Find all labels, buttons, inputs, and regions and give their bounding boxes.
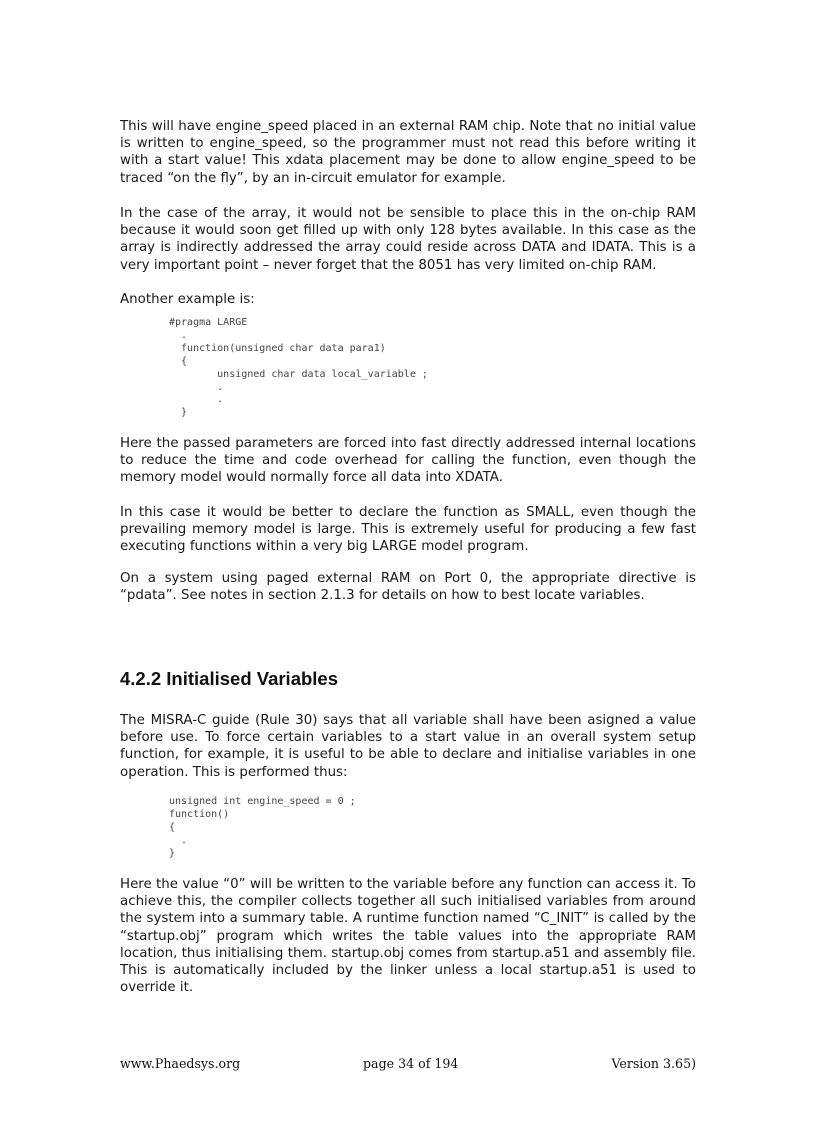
paragraph-passed-parameters: Here the passed parameters are forced into fast directly addressed internal locations to reduce the time and code overhead for calling the function, even though the memory model would normally force all data into XDATA. — [120, 436, 696, 486]
paragraph-xdata-placement: This will have engine_speed placed in an external RAM chip. Note that no initial value is written to engine_speed, so the programmer must not read this before writing it with a start value! This xdata placement may be done to allow engine_speed to be traced “on the fly”, by an in-circuit emulator for example. — [120, 119, 696, 186]
paragraph-array-placement: In the case of the array, it would not be sensible to place this in the on-chip RAM because it would soon get filled up with only 128 bytes available. In this case as the array is indirectly addressed the array could reside across DATA and IDATA. This is a very important point – never forget that the 8051 has very limited on-chip RAM. — [120, 206, 696, 273]
footer-site: www.Phaedsys.org — [120, 1056, 241, 1071]
paragraph-c-init: Here the value “0” will be written to the variable before any function can access it. To achieve this, the compiler collects together all such initialised variables from around the system into a summary table. A runtime function named “C_INIT” is called by the “startup.obj” program which writes the table values into the appropriate RAM location, thus initialising them. startup.obj comes from startup.a51 and assembly file. This is automatically included by the linker unless a local startup.a51 is used to override it. — [120, 877, 696, 996]
paragraph-another-example: Another example is: — [120, 292, 255, 307]
footer-version: Version 3.65) — [611, 1056, 696, 1071]
code-block-initialised: unsigned int engine_speed = 0 ; function() { . } — [169, 796, 356, 859]
paragraph-small-function: In this case it would be better to declare the function as SMALL, even though the prevailing memory model is large. This is extremely useful for producing a few fast executing functions within a very big LARGE model program. — [120, 505, 696, 555]
paragraph-pdata: On a system using paged external RAM on Port 0, the appropriate directive is “pdata”. See notes in section 2.1.3 for details on how to best locate variables. — [120, 571, 696, 604]
section-heading: 4.2.2 Initialised Variables — [120, 668, 339, 689]
paragraph-misra-rule: The MISRA-C guide (Rule 30) says that all variable shall have been asigned a value before use. To force certain variables to a start value in an overall system setup function, for example, it is useful to be able to declare and initialise variables in one operation. This is performed thus: — [120, 713, 696, 780]
code-block-pragma-large: #pragma LARGE . function(unsigned char data para1) { unsigned char data local_variable ; . . } — [169, 317, 428, 419]
footer-page-number: page 34 of 194 — [363, 1056, 459, 1071]
